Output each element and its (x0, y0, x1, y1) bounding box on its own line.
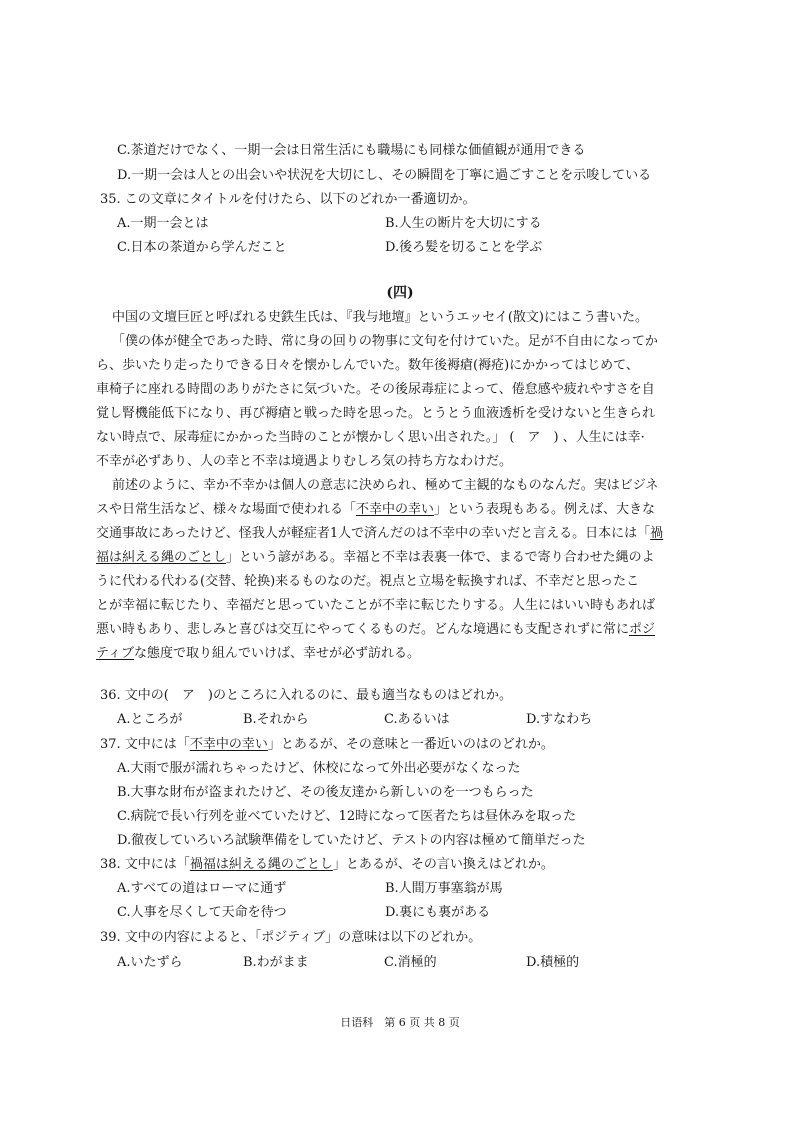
q37-option-d: D.徹夜していろいろ試験準備をしていたけど、テストの内容は極めて簡単だった (117, 833, 586, 848)
q37-option-b: B.大事な財布が盗まれたけど、その後友達から新しいのを一つもらった (117, 785, 534, 800)
passage-line: 車椅子に座れる時間のありがたさに気づいた。その後尿毒症によって、倦怠感や疲れやすさを自 (96, 382, 655, 397)
passage-line: ない時点で、尿毒症にかかった当時のことが懐かしく思い出された。」 ( ア ) 、人生には幸· (96, 430, 645, 445)
q36-option-c: C.あるいは (384, 712, 450, 727)
passage-line (96, 621, 655, 639)
q37-option-a: A.大雨で服が濡れちゃったけど、休校になって外出必要がなくなった (117, 761, 521, 776)
passage-text: 交通事故にあったけど、怪我人が軽症者1人で済んだのは不幸中の幸いだと言える。日本には「 (96, 526, 651, 541)
prev-option-c: C.茶道だけでなく、一期一会は日常生活にも職場にも同様な価値観が通用できる (117, 143, 586, 158)
underlined-phrase-kafuku-end: 福は糾える縄のごとし (96, 550, 227, 565)
passage-text: な態度で取り組んでいけば、幸せが必ず訪れる。 (133, 646, 420, 661)
q39-option-a: A.いたずら (117, 955, 183, 970)
passage-text: 悪い時もあり、悲しみと喜びは交互にやってくるものだ。どんな境遇にも支配されずに常に (96, 622, 630, 637)
q39-stem: 39. 文中の内容によると、「ポジティブ」の意味は以下のどれか。 (100, 930, 482, 945)
q37-underlined-phrase: 不幸中の幸い (189, 737, 268, 752)
q35-option-b: B.人生の断片を大切にする (385, 216, 542, 231)
q36-option-a: A.ところが (117, 712, 183, 727)
passage-line (96, 501, 655, 519)
passage-line (96, 525, 663, 543)
q37-stem-text: 37. 文中には「 (100, 737, 190, 752)
q38-option-c: C.人事を尽くして天命を待つ (117, 905, 287, 920)
passage-line (96, 645, 420, 663)
q38-option-b: B.人間万事塞翁が馬 (385, 881, 503, 896)
underlined-word-positive-end: ティブ (96, 646, 134, 661)
section-title: (四) (386, 285, 414, 301)
q39-option-b: B.わがまま (243, 955, 309, 970)
q35-option-a: A.一期一会とは (117, 216, 209, 231)
underlined-phrase-kafuku-start: 禍 (650, 526, 664, 541)
page-footer: 日语科 第 6 页 共 8 页 (340, 1016, 460, 1029)
q38-underlined-phrase: 禍福は糾える縄のごとし (189, 857, 333, 872)
q38-stem-text: 」とあるが、その言い換えはどれか。 (332, 857, 554, 872)
passage-text: スや日常生活など、様々な場面で使われる「 (96, 502, 357, 517)
q39-option-d: D.積極的 (526, 955, 580, 970)
q39-options (117, 954, 677, 972)
q37-stem (100, 736, 554, 754)
passage-line: 「僕の体が健全であった時、常に身の回りの物事に文句を付けていた。足が不自由になってか (112, 334, 658, 349)
prev-option-d: D.一期一会は人との出会いや状況を大切にし、その瞬間を丁寧に過ごすことを示唆している (117, 168, 652, 183)
passage-line: 前述のように、幸か不幸かは個人の意志に決められ、極めて主観的なものなんだ。実はビジネ (112, 478, 659, 493)
passage-line: うに代わる代わる(交替、轮换)来るものなのだ。視点と立場を転換すれば、不幸だと思ったこ (96, 574, 640, 589)
q37-stem-text: 」とあるが、その意味と一番近いのはのどれか。 (267, 737, 554, 752)
q38-option-a: A.すべての道はローマに通ず (117, 881, 287, 896)
q38-option-d: D.裏にも裏がある (385, 905, 491, 920)
q36-option-d: D.すなわち (526, 712, 593, 727)
q36-options (117, 711, 677, 729)
passage-line: 覚し腎機能低下になり、再び褥瘡と戦った時を思った。とうとう血液透析を受けないと生きられ (96, 406, 656, 421)
q35-option-d: D.後ろ髪を切ることを学ぶ (385, 240, 543, 255)
passage-line: 中国の文壇巨匠と呼ばれる史鉄生氏は、『我与地壇』というエッセイ(散文)にはこう書いた。 (112, 310, 648, 325)
passage-line: 不幸が必ずあり、人の幸と不幸は境遇よりむしろ気の持ち方なわけだ。 (96, 454, 513, 469)
passage-line: ら、歩いたり走ったりできる日々を懐かしんでいた。数年後褥瘡(褥疮)にかかってはじめて、 (96, 358, 639, 373)
q39-option-c: C.消極的 (384, 955, 437, 970)
passage-line: とが幸福に転じたり、幸福だと思っていたことが不幸に転じたりする。人生にはいい時もあれば (96, 598, 656, 613)
passage-line (96, 549, 655, 567)
q38-stem (100, 856, 554, 874)
passage-text: 」という表現もある。例えば、大きな (434, 502, 656, 517)
passage-text: 」という諺がある。幸福と不幸は表裏一体で、まるで寄り合わせた縄のよ (226, 550, 655, 565)
q37-option-c: C.病院で長い行列を並べていたけど、12時になって医者たちは昼休みを取った (117, 809, 577, 824)
q36-stem: 36. 文中の( ア )のところに入れるのに、最も適当なものはどれか。 (100, 688, 512, 703)
q35-option-c: C.日本の茶道から学んだこと (117, 240, 287, 255)
underlined-word-positive-start: ポジ (629, 622, 656, 637)
q38-stem-text: 38. 文中には「 (100, 857, 190, 872)
q36-option-b: B.それから (243, 712, 309, 727)
underlined-phrase-fukouchu: 不幸中の幸い (356, 502, 435, 517)
q35-stem: 35. この文章にタイトルを付けたら、以下のどれか一番適切か。 (100, 192, 476, 207)
